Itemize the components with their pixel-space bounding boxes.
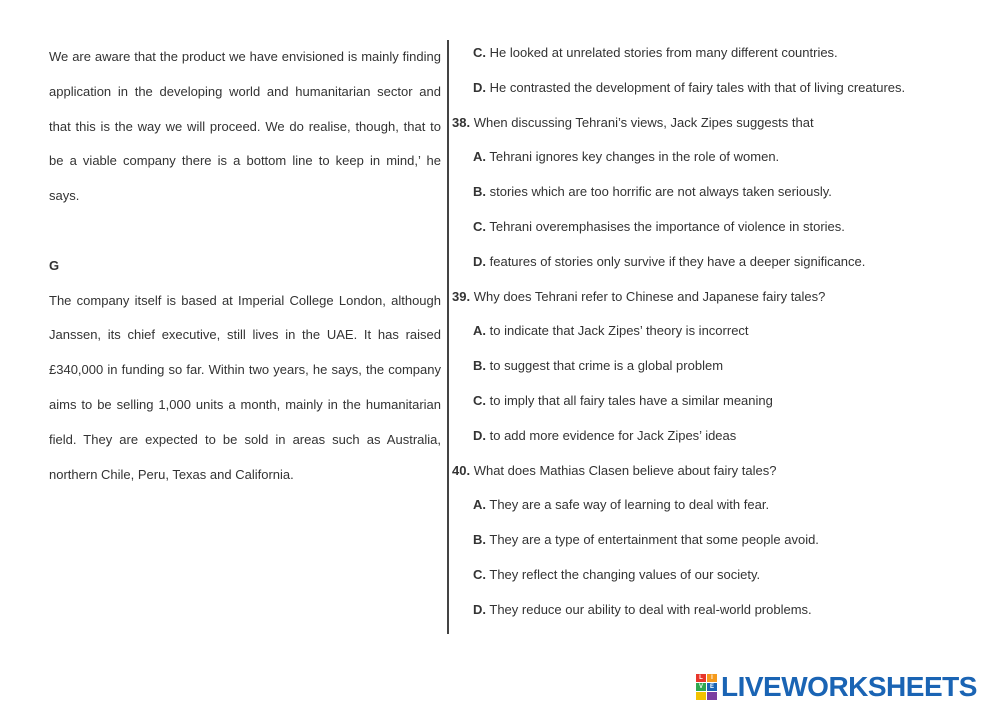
- option-text: to indicate that Jack Zipes’ theory is incorrect: [489, 323, 749, 339]
- logo-block: I: [707, 674, 717, 682]
- option-text: He looked at unrelated stories from many different countries.: [489, 45, 838, 60]
- option-text: They reduce our ability to deal with real-world problems.: [489, 601, 812, 617]
- option-text: Tehrani ignores key changes in the role of women.: [489, 149, 780, 165]
- logo-block: [696, 692, 706, 700]
- option-letter: D.: [473, 427, 486, 443]
- option-text: They are a safe way of learning to deal with fear.: [489, 497, 770, 513]
- question-38: [452, 106, 992, 141]
- option-letter: D.: [473, 253, 486, 269]
- column-divider: [447, 40, 449, 634]
- option-letter: C.: [473, 218, 486, 234]
- question-number: 39.: [452, 288, 471, 304]
- q39-option-c: [452, 384, 992, 419]
- passage-paragraph-2: The company itself is based at Imperial College London, although Janssen, its chief executive, still lives in the UAE. It has raised £340,000 in funding so far. Within two years, he says, the company aims to be selling 1,000 units a month, mainly in the humanitarian field. They are expected to be sold in areas such as Australia, northern Chile, Peru, Texas and California.: [49, 292, 441, 482]
- option-letter: B.: [473, 358, 486, 374]
- option-letter: C.: [473, 45, 486, 60]
- logo-blocks-icon: [696, 674, 717, 700]
- option-letter: A.: [473, 149, 486, 165]
- q38-option-b: [452, 175, 992, 210]
- section-heading-g: G: [49, 257, 60, 273]
- passage-column: [49, 40, 441, 492]
- q40-option-d: [452, 593, 992, 628]
- option-text: stories which are too horrific are not always taken seriously.: [489, 184, 832, 200]
- option-text: Tehrani overemphasises the importance of violence in stories.: [489, 218, 845, 234]
- option-letter: B.: [473, 184, 486, 200]
- option-text: to add more evidence for Jack Zipes’ ideas: [489, 427, 737, 443]
- option-text: He contrasted the development of fairy tales with that of living creatures.: [489, 79, 906, 95]
- question-39: [452, 280, 992, 315]
- question-40: [452, 454, 992, 489]
- question-text: What does Mathias Clasen believe about fairy tales?: [473, 462, 777, 478]
- option-letter: A.: [473, 323, 486, 339]
- option-text: features of stories only survive if they have a deeper significance.: [489, 253, 866, 269]
- q38-option-a: [452, 140, 992, 175]
- option-letter: B.: [473, 532, 486, 548]
- option-text: to imply that all fairy tales have a similar meaning: [489, 392, 773, 408]
- option-letter: D.: [473, 601, 486, 617]
- q40-option-c: [452, 558, 992, 593]
- option-letter: D.: [473, 79, 486, 95]
- logo-block: V: [696, 683, 706, 691]
- q38-option-c: [452, 210, 992, 245]
- option-letter: C.: [473, 392, 486, 408]
- logo-block: E: [707, 683, 717, 691]
- passage-paragraph-1: We are aware that the product we have envisioned is mainly finding application in the developing world and humanitarian sector and that this is the way we will proceed. We do realise, though, that to be a viable company there is a bottom line to keep in mind,’ he says.: [49, 49, 441, 204]
- option-text: They reflect the changing values of our society.: [489, 566, 761, 582]
- question-number: 40.: [452, 462, 471, 478]
- q40-option-b: [452, 523, 992, 558]
- question-number: 38.: [452, 114, 471, 130]
- q40-option-a: [452, 488, 992, 523]
- q37-option-c: [452, 36, 992, 71]
- option-text: to suggest that crime is a global problem: [489, 358, 724, 374]
- paragraph-gap: [49, 214, 441, 249]
- logo-block: [707, 692, 717, 700]
- option-text: They are a type of entertainment that some people avoid.: [489, 532, 819, 548]
- option-letter: A.: [473, 497, 486, 513]
- logo-text: LIVEWORKSHEETS: [721, 671, 977, 702]
- option-letter: C.: [473, 566, 486, 582]
- q39-option-d: [452, 419, 992, 454]
- question-text: Why does Tehrani refer to Chinese and Japanese fairy tales?: [473, 288, 826, 304]
- question-text: When discussing Tehrani’s views, Jack Zipes suggests that: [473, 114, 814, 130]
- liveworksheets-logo: [696, 672, 977, 702]
- q39-option-a: [452, 314, 992, 349]
- questions-column: [452, 36, 992, 628]
- logo-block: L: [696, 674, 706, 682]
- q39-option-b: [452, 349, 992, 384]
- q38-option-d: [452, 245, 992, 280]
- q37-option-d: [452, 71, 992, 106]
